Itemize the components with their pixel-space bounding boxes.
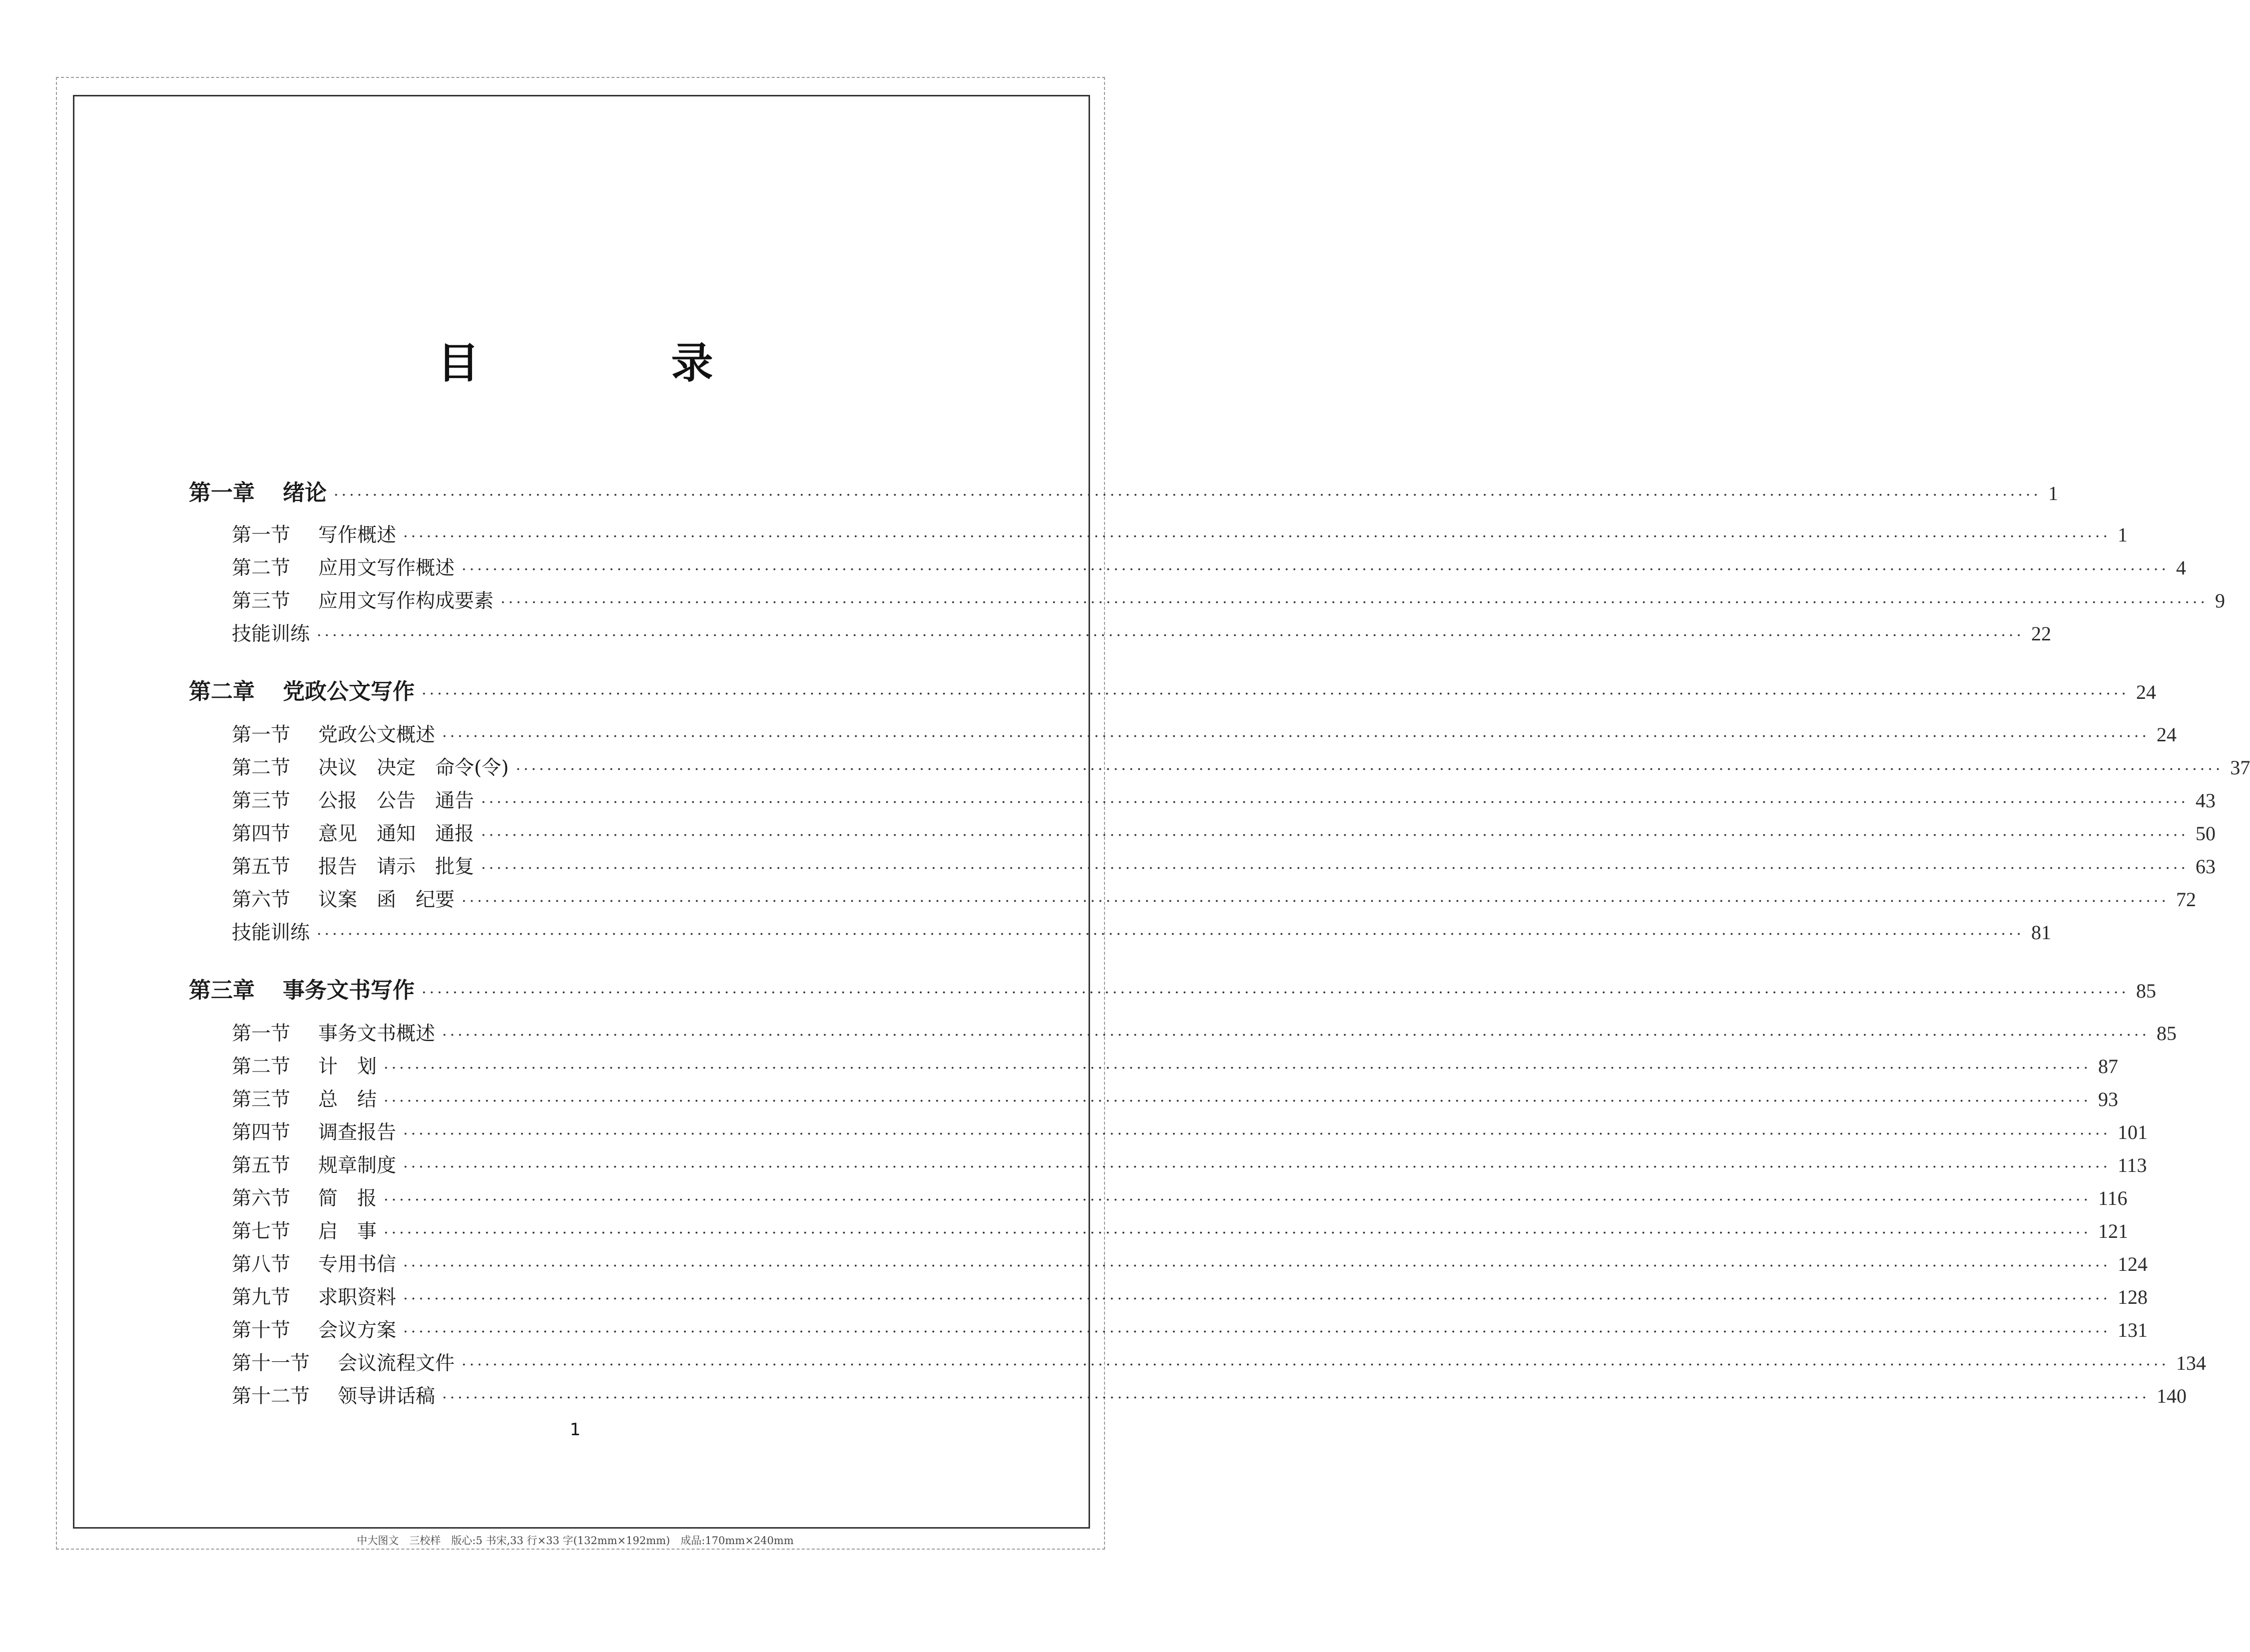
toc-entry-number: 第三节 <box>232 1089 291 1111</box>
toc-entry-page-number: 50 <box>2195 822 2216 845</box>
toc-dot-leader: ···························································································································································································································· <box>334 487 2041 504</box>
toc-entry-page-number: 85 <box>2136 980 2156 1002</box>
toc-entry-label <box>232 520 396 548</box>
toc-section-entry[interactable] <box>232 818 2216 846</box>
toc-entry-title: 总 结 <box>318 1089 377 1111</box>
toc-dot-leader: ···························································································································································································································· <box>403 1125 2111 1143</box>
toc-entry-label <box>232 851 474 879</box>
toc-entry-page-number: 24 <box>2136 681 2156 703</box>
toc-entry-label <box>232 1084 377 1112</box>
toc-entry-label <box>232 818 474 846</box>
toc-entry-page-number: 81 <box>2031 921 2051 944</box>
toc-section-entry[interactable] <box>232 1150 2147 1178</box>
toc-dot-leader: ···························································································································································································································· <box>516 761 2224 778</box>
toc-entry-title: 议案 函 纪要 <box>318 889 455 911</box>
toc-entry-label <box>232 785 474 813</box>
toc-dot-leader: ···························································································································································································································· <box>317 926 2024 943</box>
toc-section-entry[interactable] <box>232 1381 2187 1409</box>
toc-entry-title: 调查报告 <box>318 1121 397 1144</box>
toc-entry-title: 决议 决定 命令(令) <box>318 757 509 779</box>
toc-entry-page-number: 43 <box>2195 789 2216 812</box>
toc-entry-number: 第三节 <box>232 590 291 612</box>
toc-section-entry[interactable] <box>232 1249 2148 1277</box>
toc-entry-page-number: 85 <box>2156 1022 2177 1045</box>
toc-section-entry[interactable] <box>232 752 2250 780</box>
toc-section-entry[interactable] <box>232 618 2051 646</box>
toc-title: 目 录 <box>437 338 788 388</box>
toc-dot-leader: ···························································································································································································································· <box>462 1356 2169 1374</box>
toc-entry-number: 第二节 <box>232 757 291 779</box>
toc-entry-label <box>232 1018 435 1046</box>
toc-dot-leader: ···························································································································································································································· <box>481 827 2189 844</box>
toc-entry-label <box>232 552 455 580</box>
page-number: 1 <box>569 1420 581 1440</box>
toc-dot-leader: ···························································································································································································································· <box>442 728 2150 745</box>
toc-entry-number: 第十节 <box>232 1319 291 1342</box>
toc-dot-leader: ···························································································································································································································· <box>384 1093 2091 1110</box>
toc-section-entry[interactable] <box>232 585 2225 613</box>
toc-dot-leader: ···························································································································································································································· <box>501 594 2208 611</box>
toc-entry-title: 专用书信 <box>318 1253 397 1276</box>
toc-dot-leader: ···························································································································································································································· <box>384 1060 2091 1077</box>
toc-entry-label <box>232 618 310 646</box>
toc-entry-number: 第一节 <box>232 724 291 746</box>
toc-entry-title: 报告 请示 批复 <box>318 856 475 878</box>
toc-entry-page-number: 134 <box>2176 1352 2206 1374</box>
toc-entry-label <box>232 1348 455 1376</box>
toc-entry-label <box>232 752 509 780</box>
toc-entry-number: 第一章 <box>189 480 255 506</box>
toc-entry-label <box>232 1150 396 1178</box>
toc-entry-page-number: 121 <box>2098 1220 2128 1242</box>
toc-section-entry[interactable] <box>232 884 2196 912</box>
toc-entry-title: 事务文书写作 <box>283 978 415 1003</box>
toc-dot-leader: ···························································································································································································································· <box>481 860 2189 877</box>
toc-dot-leader: ···························································································································································································································· <box>317 627 2024 644</box>
toc-entry-label <box>189 673 415 705</box>
toc-entry-title: 党政公文概述 <box>318 724 436 746</box>
toc-section-entry[interactable] <box>232 1282 2148 1310</box>
toc-entry-label <box>232 917 310 945</box>
toc-entry-number: 第七节 <box>232 1220 291 1243</box>
toc-entry-title: 意见 通知 通报 <box>318 823 475 845</box>
toc-entry-label <box>232 1315 396 1343</box>
toc-section-entry[interactable] <box>232 851 2216 879</box>
toc-entry-page-number: 4 <box>2176 556 2186 579</box>
toc-section-entry[interactable] <box>232 785 2216 813</box>
toc-entry-number: 第八节 <box>232 1253 291 1276</box>
toc-entry-title: 领导讲话稿 <box>338 1385 436 1408</box>
toc-entry-number: 第二章 <box>189 679 255 704</box>
toc-entry-number: 第六节 <box>232 889 291 911</box>
toc-entry-title: 公报 公告 通告 <box>318 790 475 812</box>
toc-entry-number: 第四节 <box>232 1121 291 1144</box>
toc-entry-page-number: 87 <box>2098 1055 2118 1078</box>
toc-entry-page-number: 116 <box>2098 1187 2128 1209</box>
toc-entry-label <box>232 719 435 747</box>
toc-dot-leader: ···························································································································································································································· <box>403 1257 2111 1275</box>
toc-section-entry[interactable] <box>232 520 2128 548</box>
toc-dot-leader: ···························································································································································································································· <box>442 1027 2150 1044</box>
toc-entry-page-number: 128 <box>2117 1286 2148 1308</box>
toc-entry-label <box>232 1381 435 1409</box>
toc-section-entry[interactable] <box>232 719 2177 747</box>
print-info-footer: 中大图文 三校样 版心:5 书宋,33 行×33 字(132mm×192mm) 成品:170mm×240mm <box>357 1535 794 1547</box>
toc-dot-leader: ···························································································································································································································· <box>442 1389 2150 1407</box>
toc-entry-label <box>232 1117 396 1145</box>
toc-entry-number: 第三章 <box>189 978 255 1003</box>
toc-entry-page-number: 24 <box>2156 723 2177 746</box>
toc-entry-title: 应用文写作概述 <box>318 557 455 579</box>
toc-entry-page-number: 72 <box>2176 888 2196 911</box>
toc-chapter-entry[interactable] <box>189 673 2156 704</box>
toc-entry-number: 第一节 <box>232 524 291 547</box>
toc-entry-page-number: 1 <box>2117 524 2128 546</box>
toc-entry-number: 第五节 <box>232 1154 291 1177</box>
toc-entry-label <box>232 1051 377 1079</box>
toc-entry-label <box>232 1216 377 1244</box>
toc-dot-leader: ···························································································································································································································· <box>462 561 2169 578</box>
toc-entry-label <box>232 1183 377 1211</box>
toc-entry-title: 写作概述 <box>318 524 397 547</box>
toc-entry-number: 第二节 <box>232 557 291 579</box>
toc-dot-leader: ···························································································································································································································· <box>403 1323 2111 1341</box>
toc-entry-title: 绪论 <box>283 480 327 506</box>
toc-entry-title: 求职资料 <box>318 1286 397 1309</box>
toc-entry-title: 技能训练 <box>232 922 310 944</box>
toc-section-entry[interactable] <box>232 1348 2206 1376</box>
toc-entry-page-number: 101 <box>2117 1121 2148 1143</box>
toc-entry-title: 应用文写作构成要素 <box>318 590 494 612</box>
toc-entry-label <box>232 884 455 912</box>
toc-entry-page-number: 93 <box>2098 1088 2118 1110</box>
toc-entry-number: 第九节 <box>232 1286 291 1309</box>
toc-entry-page-number: 1 <box>2048 482 2058 505</box>
toc-entry-number: 第五节 <box>232 856 291 878</box>
toc-entry-number: 第十一节 <box>232 1352 310 1375</box>
toc-dot-leader: ···························································································································································································································· <box>422 685 2129 703</box>
toc-dot-leader: ···························································································································································································································· <box>422 984 2129 1002</box>
toc-section-entry[interactable] <box>232 1051 2118 1079</box>
toc-dot-leader: ···························································································································································································································· <box>403 1158 2111 1176</box>
toc-entry-title: 计 划 <box>318 1056 377 1078</box>
toc-entry-page-number: 131 <box>2117 1319 2148 1341</box>
toc-section-entry[interactable] <box>232 552 2186 580</box>
toc-entry-page-number: 9 <box>2215 589 2225 612</box>
toc-dot-leader: ···························································································································································································································· <box>403 1290 2111 1308</box>
toc-entry-title: 启 事 <box>318 1220 377 1243</box>
toc-entry-label <box>189 972 415 1004</box>
toc-section-entry[interactable] <box>232 1018 2177 1046</box>
toc-entry-title: 会议流程文件 <box>338 1352 455 1375</box>
toc-section-entry[interactable] <box>232 1183 2128 1211</box>
toc-entry-number: 第六节 <box>232 1187 291 1210</box>
toc-entry-number: 第二节 <box>232 1056 291 1078</box>
toc-section-entry[interactable] <box>232 1315 2148 1343</box>
toc-entry-page-number: 113 <box>2117 1154 2147 1176</box>
toc-section-entry[interactable] <box>232 1084 2118 1112</box>
toc-entry-page-number: 22 <box>2031 622 2051 645</box>
toc-dot-leader: ···························································································································································································································· <box>384 1224 2091 1242</box>
toc-entry-number: 第四节 <box>232 823 291 845</box>
toc-entry-page-number: 124 <box>2117 1253 2148 1275</box>
toc-entry-page-number: 140 <box>2156 1385 2187 1407</box>
toc-section-entry[interactable] <box>232 1216 2128 1244</box>
toc-entry-label <box>232 1249 396 1277</box>
toc-entry-title: 事务文书概述 <box>318 1023 436 1045</box>
toc-section-entry[interactable] <box>232 1117 2148 1145</box>
toc-dot-leader: ···························································································································································································································· <box>384 1191 2091 1209</box>
toc-section-entry[interactable] <box>232 917 2051 945</box>
toc-dot-leader: ···························································································································································································································· <box>481 794 2189 811</box>
toc-entry-label <box>232 585 494 613</box>
toc-entry-number: 第三节 <box>232 790 291 812</box>
toc-entry-number: 第十二节 <box>232 1385 310 1408</box>
toc-entry-page-number: 63 <box>2195 855 2216 878</box>
toc-entry-label <box>232 1282 396 1310</box>
toc-entry-label <box>189 475 327 507</box>
toc-entry-title: 党政公文写作 <box>283 679 415 704</box>
toc-entry-title: 技能训练 <box>232 623 310 645</box>
toc-entry-title: 简 报 <box>318 1187 377 1210</box>
toc-chapter-entry[interactable] <box>189 475 2058 506</box>
toc-entry-title: 规章制度 <box>318 1154 397 1177</box>
toc-entry-title: 会议方案 <box>318 1319 397 1342</box>
toc-entry-number: 第一节 <box>232 1023 291 1045</box>
toc-entry-page-number: 37 <box>2230 756 2250 779</box>
toc-chapter-entry[interactable] <box>189 972 2156 1003</box>
toc-dot-leader: ···························································································································································································································· <box>403 528 2111 546</box>
toc-dot-leader: ···························································································································································································································· <box>462 893 2169 910</box>
